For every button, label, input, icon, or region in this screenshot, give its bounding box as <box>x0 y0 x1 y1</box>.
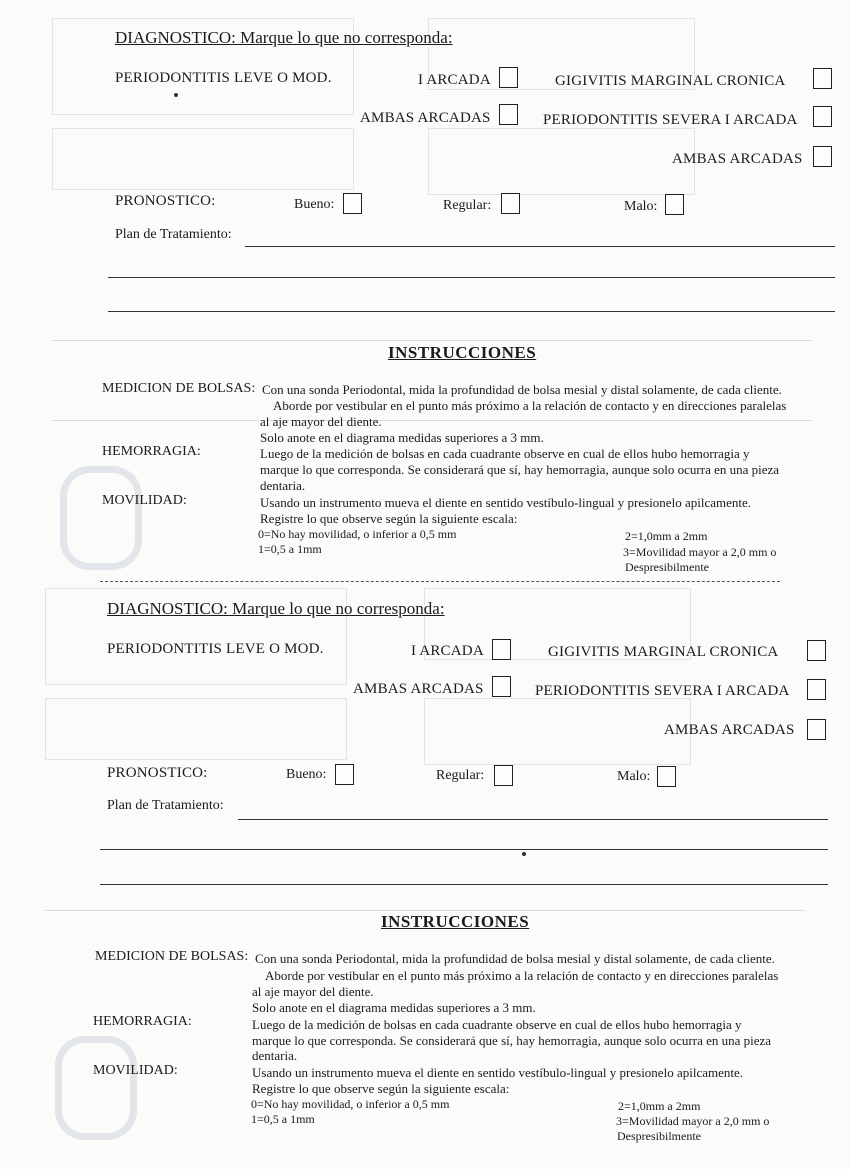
diagnostico-title: DIAGNOSTICO: Marque lo que no corresponda: <box>107 599 445 618</box>
escala-3: 3=Movilidad mayor a 2,0 mm o <box>616 1114 770 1128</box>
bleed-through-logo <box>55 1036 137 1140</box>
movilidad-label: MOVILIDAD: <box>102 493 187 508</box>
option-una-arcada: I ARCADA <box>418 72 491 88</box>
medicion-text-2: Aborde por vestibular en el punto más próximo a la relación de contacto y en direcciones paralelas <box>273 398 787 413</box>
medicion-text-1: Con una sonda Periodontal, mida la profundidad de bolsa mesial y distal solamente, de cada cliente. <box>255 951 775 966</box>
checkbox-regular[interactable] <box>501 193 520 214</box>
option-periodontitis-leve: PERIODONTITIS LEVE O MOD. <box>115 70 332 86</box>
escala-2: 2=1,0mm a 2mm <box>625 529 708 543</box>
instrucciones-heading: INSTRUCCIONES <box>388 343 537 362</box>
checkbox-periodontitis-severa[interactable] <box>813 106 832 127</box>
form-section-1 <box>0 0 850 584</box>
checkbox-regular[interactable] <box>494 765 513 786</box>
plan-tratamiento-label: Plan de Tratamiento: <box>115 227 232 242</box>
pronostico-bueno-label: Bueno: <box>286 767 327 782</box>
escala-3: 3=Movilidad mayor a 2,0 mm o <box>623 545 777 559</box>
pronostico-regular-label: Regular: <box>443 198 492 213</box>
option-ambas-arcadas: AMBAS ARCADAS <box>360 110 491 126</box>
plan-tratamiento-line-3[interactable] <box>100 884 828 885</box>
plan-tratamiento-line-3[interactable] <box>108 311 835 312</box>
hemorragia-text-1: Luego de la medición de bolsas en cada cuadrante observe en cual de ellos hubo hemorragia y <box>260 446 750 461</box>
pronostico-malo-label: Malo: <box>624 199 658 214</box>
movilidad-text-1: Usando un instrumento mueva el diente en sentido vestíbulo-lingual y presionelo apilcamente. <box>252 1065 743 1080</box>
plan-tratamiento-line-1[interactable] <box>245 246 835 247</box>
checkbox-periodontitis-severa[interactable] <box>807 679 826 700</box>
ink-mark <box>522 852 526 856</box>
pronostico-malo-label: Malo: <box>617 769 651 784</box>
medicion-text-3: al aje mayor del diente. <box>252 984 374 999</box>
medicion-text-4: Solo anote en el diagrama medidas superiores a 3 mm. <box>252 1000 536 1015</box>
hemorragia-text-2: marque lo que corresponda. Se considerará que sí, hay hemorragia, aunque solo ocurra en una pieza <box>260 462 780 477</box>
checkbox-ambas-arcadas[interactable] <box>499 104 518 125</box>
hemorragia-text-2: marque lo que corresponda. Se considerará que sí, hay hemorragia, aunque solo ocurra en una pieza <box>252 1033 772 1048</box>
checkbox-bueno[interactable] <box>343 193 362 214</box>
hemorragia-label: HEMORRAGIA: <box>102 444 201 459</box>
option-ambas-arcadas-severa: AMBAS ARCADAS <box>664 722 795 738</box>
bleed-through-grid <box>52 128 354 190</box>
medicion-bolsas-label: MEDICION DE BOLSAS: <box>102 381 256 396</box>
bleed-through-logo <box>60 466 142 570</box>
bleed-through-grid <box>428 128 695 195</box>
bleed-through-grid <box>424 698 691 765</box>
diagnostico-title: DIAGNOSTICO: Marque lo que no corresponda: <box>115 28 453 47</box>
bleed-through-line <box>52 420 812 421</box>
checkbox-gingivitis[interactable] <box>813 68 832 89</box>
movilidad-text-1: Usando un instrumento mueva el diente en sentido vestíbulo-lingual y presionelo apilcamente. <box>260 495 751 510</box>
bleed-through-grid <box>45 698 347 760</box>
hemorragia-text-3: dentaria. <box>260 478 306 493</box>
medicion-text-3: al aje mayor del diente. <box>260 414 382 429</box>
escala-1: 1=0,5 a 1mm <box>251 1112 315 1126</box>
option-ambas-arcadas: AMBAS ARCADAS <box>353 681 484 697</box>
plan-tratamiento-line-1[interactable] <box>238 819 828 820</box>
option-ambas-arcadas-severa: AMBAS ARCADAS <box>672 151 803 167</box>
bleed-through-line <box>45 910 805 911</box>
option-periodontitis-leve: PERIODONTITIS LEVE O MOD. <box>107 641 324 657</box>
option-periodontitis-severa: PERIODONTITIS SEVERA I ARCADA <box>535 683 790 699</box>
checkbox-malo[interactable] <box>657 766 676 787</box>
plan-tratamiento-line-2[interactable] <box>100 849 828 850</box>
plan-tratamiento-line-2[interactable] <box>108 277 835 278</box>
option-gingivitis: GIGIVITIS MARGINAL CRONICA <box>555 73 786 89</box>
option-una-arcada: I ARCADA <box>411 643 484 659</box>
pronostico-label: PRONOSTICO: <box>107 765 208 781</box>
instrucciones-heading: INSTRUCCIONES <box>381 912 530 931</box>
pronostico-label: PRONOSTICO: <box>115 193 216 209</box>
hemorragia-text-1: Luego de la medición de bolsas en cada cuadrante observe en cual de ellos hubo hemorragia y <box>252 1017 742 1032</box>
bleed-through-line <box>52 340 812 341</box>
option-periodontitis-severa: PERIODONTITIS SEVERA I ARCADA <box>543 112 798 128</box>
escala-0: 0=No hay movilidad, o inferior a 0,5 mm <box>251 1097 450 1111</box>
ink-mark <box>174 93 178 97</box>
medicion-text-1: Con una sonda Periodontal, mida la profundidad de bolsa mesial y distal solamente, de cada cliente. <box>262 382 782 397</box>
movilidad-text-2: Registre lo que observe según la siguiente escala: <box>260 511 518 526</box>
escala-3b: Despresibilmente <box>617 1129 701 1143</box>
pronostico-bueno-label: Bueno: <box>294 197 335 212</box>
checkbox-ambas-arcadas[interactable] <box>492 676 511 697</box>
checkbox-bueno[interactable] <box>335 764 354 785</box>
escala-2: 2=1,0mm a 2mm <box>618 1099 701 1113</box>
movilidad-label: MOVILIDAD: <box>93 1063 178 1078</box>
checkbox-una-arcada[interactable] <box>492 639 511 660</box>
form-section-2 <box>0 570 850 1154</box>
checkbox-malo[interactable] <box>665 194 684 215</box>
medicion-bolsas-label: MEDICION DE BOLSAS: <box>95 949 249 964</box>
medicion-text-4: Solo anote en el diagrama medidas superiores a 3 mm. <box>260 430 544 445</box>
hemorragia-text-3: dentaria. <box>252 1048 298 1063</box>
escala-0: 0=No hay movilidad, o inferior a 0,5 mm <box>258 527 457 541</box>
medicion-text-2: Aborde por vestibular en el punto más próximo a la relación de contacto y en direcciones paralelas <box>265 968 779 983</box>
checkbox-gingivitis[interactable] <box>807 640 826 661</box>
escala-3b: Despresibilmente <box>625 560 709 574</box>
checkbox-ambas-arcadas-severa[interactable] <box>807 719 826 740</box>
checkbox-una-arcada[interactable] <box>499 67 518 88</box>
escala-1: 1=0,5 a 1mm <box>258 542 322 556</box>
hemorragia-label: HEMORRAGIA: <box>93 1014 192 1029</box>
plan-tratamiento-label: Plan de Tratamiento: <box>107 798 224 813</box>
checkbox-ambas-arcadas-severa[interactable] <box>813 146 832 167</box>
movilidad-text-2: Registre lo que observe según la siguiente escala: <box>252 1081 510 1096</box>
pronostico-regular-label: Regular: <box>436 768 485 783</box>
option-gingivitis: GIGIVITIS MARGINAL CRONICA <box>548 644 779 660</box>
